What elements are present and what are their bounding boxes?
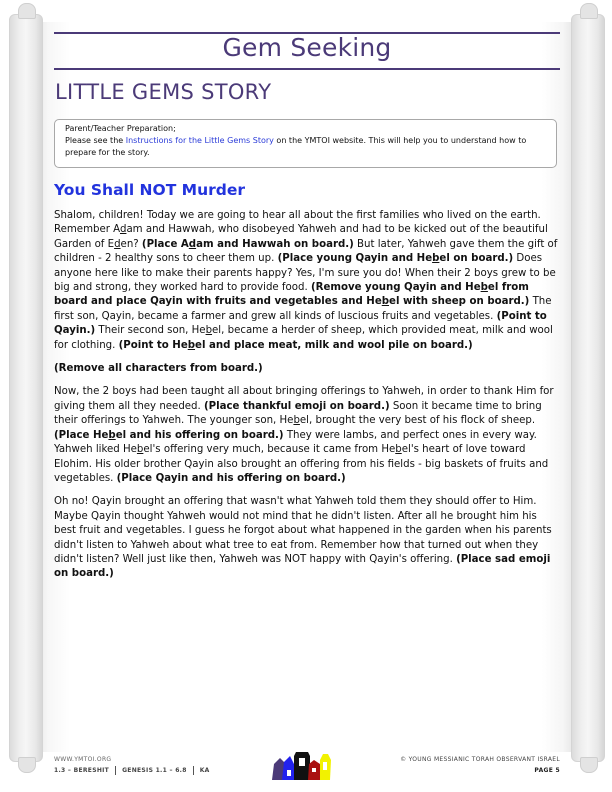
footer-lesson: 1.3 – BERESHIT bbox=[54, 767, 110, 774]
stage-direction: (Point to Qayin.) bbox=[54, 310, 547, 337]
stage-direction: (Point to Hebel and place meat, milk and wool pile on board.) bbox=[118, 339, 473, 351]
stage-direction: (Place thankful emoji on board.) bbox=[204, 400, 390, 412]
preparation-label: Parent/Teacher Preparation; bbox=[65, 124, 176, 133]
footer-lesson-info bbox=[54, 767, 210, 775]
story-paragraph-1: Shalom, children! Today we are going to hear all about the first families who lived on the earth. Remember Adam and Hawwah, who disobeyed Yahweh and had to be kicked out of the beautiful Garden of Eden? (Place Adam and Hawwah on board.) But later, Yahweh gave them the gift of children - 2 healthy sons to cheer them up. (Place young Qayin and Hebel on board.) Does anyone here like to make their parents happy? Yes, I'm sure you do! When their 2 boys grew to be big and strong, they worked hard to provide food. (Remove young Qayin and Hebel from board and place Qayin with fruits and vegetables and Hebel with sheep on board.) The first son, Qayin, became a farmer and grew all kinds of luscious fruits and vegetables. (Point to Qayin.) Their second son, Hebel, became a herder of sheep, which provided meat, milk and wool for clothing. (Point to Hebel and place meat, milk and wool pile on board.) bbox=[54, 210, 558, 351]
roller-knob-bottom-right bbox=[580, 757, 598, 773]
story-paragraph-2 bbox=[54, 362, 562, 376]
page-subtitle: LITTLE GEMS STORY bbox=[55, 80, 272, 104]
ymtoi-logo-icon bbox=[268, 750, 334, 782]
roller-knob-bottom-left bbox=[18, 757, 36, 773]
instructions-link[interactable]: Instructions for the Little Gems Story bbox=[125, 136, 274, 145]
page-title: Gem Seeking bbox=[222, 33, 392, 62]
stage-direction: (Place Qayin and his offering on board.) bbox=[116, 472, 346, 484]
scroll-roller-right bbox=[571, 14, 605, 762]
stage-direction: (Remove young Qayin and Hebel from board and place Qayin with fruits and vegetables and Hebel with sheep on board.) bbox=[54, 282, 530, 308]
footer-scripture: GENESIS 1.1 – 6.8 bbox=[122, 767, 187, 774]
roller-knob-top-right bbox=[580, 3, 598, 19]
footer-copyright: © YOUNG MESSIANIC TORAH OBSERVANT ISRAEL bbox=[400, 756, 560, 763]
story-heading: You Shall NOT Murder bbox=[54, 181, 246, 199]
scroll-roller-left bbox=[9, 14, 43, 762]
story-paragraph-3: Now, the 2 boys had been taught all about bringing offerings to Yahweh, in order to thank Him for giving them all they needed. (Place thankful emoji on board.) Soon it became time to bring their offerings to Yahweh. The younger son, Hebel, brought the very best of his flock of sheep. (Place Hebel and his offering on board.) They were lambs, and perfect ones in every way. Yahweh liked Hebel's offering very much, because it came from Hebel's heart of love toward Elohim. His older brother Qayin also brought an offering from his fields - big baskets of fruits and vegetables. (Place Qayin and his offering on board.) bbox=[54, 386, 554, 484]
preparation-text-end: on the YMTOI website. This will help you to understand how to prepare for the story. bbox=[65, 136, 527, 157]
footer-page-number: PAGE 5 bbox=[534, 767, 560, 774]
roller-knob-top-left bbox=[18, 3, 36, 19]
footer-level: KA bbox=[199, 767, 210, 774]
header-rule-bottom bbox=[54, 68, 560, 70]
stage-direction: (Place sad emoji on board.) bbox=[54, 553, 551, 580]
stage-direction: (Place Adam and Hawwah on board.) bbox=[141, 238, 354, 250]
preparation-box bbox=[54, 119, 557, 168]
preparation-text bbox=[65, 135, 546, 159]
page-footer bbox=[54, 756, 560, 782]
stage-direction: (Place young Qayin and Hebel on board.) bbox=[277, 253, 514, 265]
stage-direction: (Place Hebel and his offering on board.) bbox=[54, 429, 284, 441]
stage-direction: (Remove all characters from board.) bbox=[54, 363, 263, 375]
footer-divider bbox=[193, 766, 194, 775]
footer-website[interactable]: WWW.YMTOI.ORG bbox=[54, 756, 112, 763]
footer-divider bbox=[115, 766, 116, 775]
story-body bbox=[54, 209, 562, 591]
story-paragraph-4: Oh no! Qayin brought an offering that wasn't what Yahweh told them they should offer to Him. Maybe Qayin thought Yahweh would not mind that he didn't listen. After all he brought him his best fruit and vegetables. I guess he forgot about what happened in the garden when his parents didn't listen to Yahweh about what tree to eat from. Remember how that turned out when they didn't listen? Well just like then, Yahweh was NOT happy with Qayin's offering. (Place sad emoji on board.) bbox=[54, 496, 552, 580]
preparation-text-start: Please see the bbox=[65, 136, 126, 145]
